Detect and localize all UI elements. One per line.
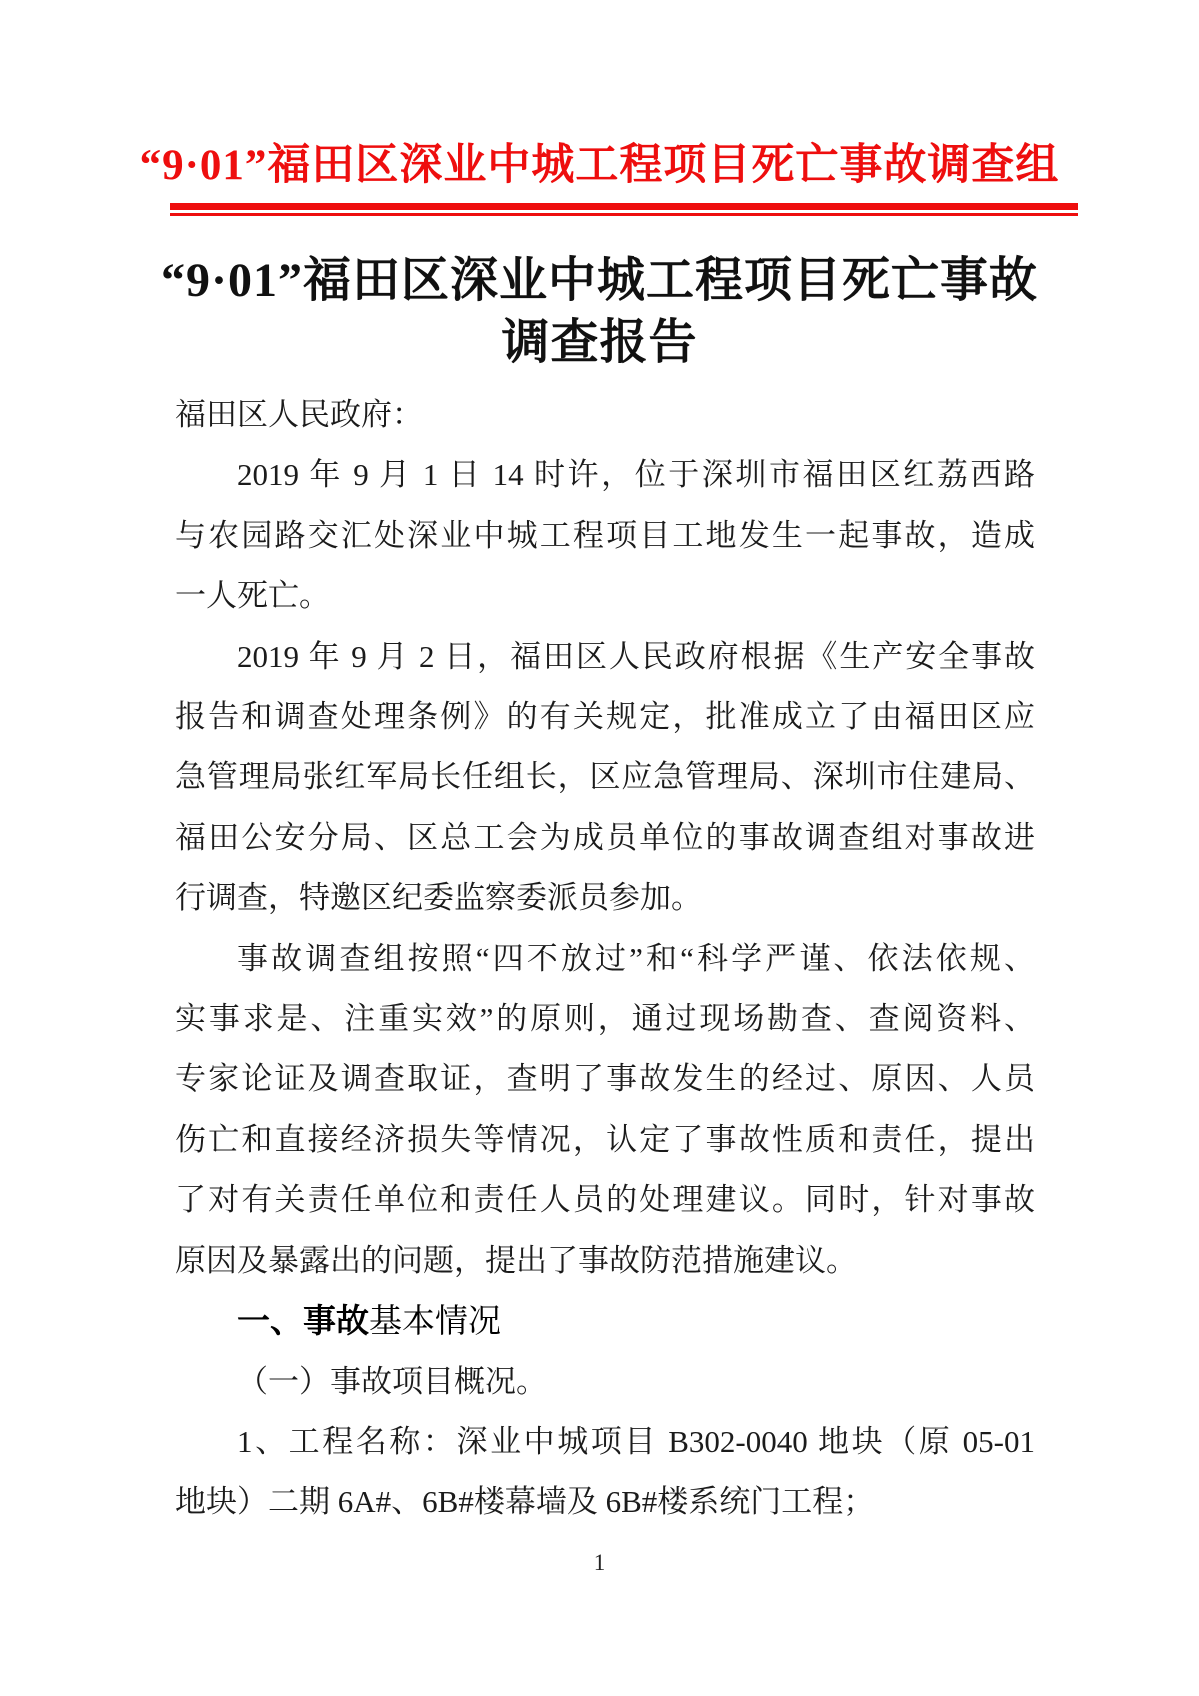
body-line: 专家论证及调查取证，查明了事故发生的经过、原因、人员 bbox=[175, 1061, 1035, 1097]
document-header-banner: “9·01”福田区深业中城工程项目死亡事故调查组 bbox=[139, 142, 1060, 189]
body-line: 地块）二期 6A#、6B#楼幕墙及 6B#楼系统门工程； bbox=[175, 1484, 875, 1520]
body-line: 一人死亡。 bbox=[175, 578, 330, 614]
body-line: 福田公安分局、区总工会为成员单位的事故调查组对事故进 bbox=[175, 819, 1035, 855]
body-line: 行调查，特邀区纪委监察委派员参加。 bbox=[175, 880, 702, 916]
report-title-line-2: 调查报告 bbox=[501, 316, 698, 369]
header-divider bbox=[170, 203, 1078, 216]
body-line: 2019 年 9 月 1 日 14 时许，位于深圳市福田区红荔西路 bbox=[237, 457, 1035, 493]
section-heading bbox=[175, 1291, 1035, 1351]
body-line: 事故调查组按照“四不放过”和“科学严谨、依法依规、 bbox=[237, 940, 1035, 976]
body-line: 实事求是、注重实效”的原则，通过现场勘查、查阅资料、 bbox=[175, 1001, 1035, 1037]
body-line: 与农园路交汇处深业中城工程项目工地发生一起事故，造成 bbox=[175, 517, 1035, 553]
body-line: 福田区人民政府： bbox=[175, 397, 423, 432]
section-heading-text: 基本情况 bbox=[369, 1302, 501, 1340]
header-divider-thin-line bbox=[170, 213, 1078, 216]
body-line: 伤亡和直接经济损失等情况，认定了事故性质和责任，提出 bbox=[175, 1121, 1035, 1157]
body-line: 2019 年 9 月 2 日，福田区人民政府根据《生产安全事故 bbox=[237, 638, 1035, 674]
body-line: 原因及暴露出的问题，提出了事故防范措施建议。 bbox=[175, 1242, 857, 1278]
body-line: 了对有关责任单位和责任人员的处理建议。同时，针对事故 bbox=[175, 1182, 1035, 1218]
body-line: 1、工程名称：深业中城项目 B302-0040 地块（原 05-01 bbox=[237, 1423, 1035, 1459]
body-line: 报告和调查处理条例》的有关规定，批准成立了由福田区应 bbox=[175, 699, 1035, 735]
report-title bbox=[0, 250, 1199, 374]
body-line: 急管理局张红军局长任组长，区应急管理局、深圳市住建局、 bbox=[175, 759, 1035, 795]
report-body bbox=[175, 385, 1035, 1533]
header-divider-thick-line bbox=[170, 203, 1078, 210]
page-number: 1 bbox=[593, 1550, 606, 1575]
section-heading-emphasis: 一、事故 bbox=[237, 1302, 369, 1340]
body-line: （一）事故项目概况。 bbox=[237, 1363, 547, 1399]
report-title-line-1: “9·01”福田区深业中城工程项目死亡事故 bbox=[160, 254, 1038, 307]
